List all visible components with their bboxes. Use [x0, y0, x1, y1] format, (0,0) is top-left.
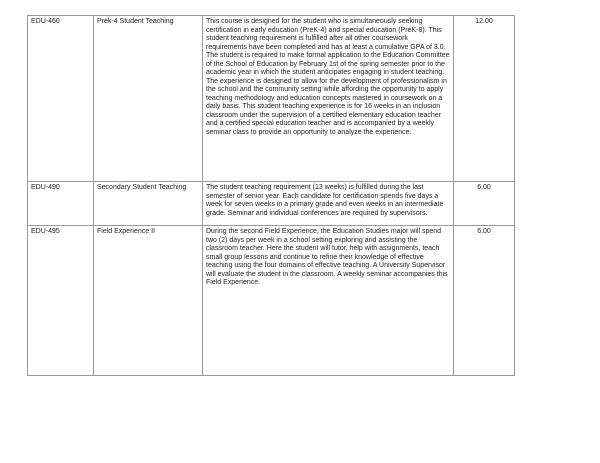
course-credits: 6.00 [454, 182, 515, 226]
course-description: This course is designed for the student who is simultaneously seeking certification in early education (PreK-4) and special education (PreK-8). This student teaching requirement is fulfilled after all other coursework requirements have been completed and has at least a cumulative GPA of 3.0. The student is required to make formal application to the Education Committee of the School of Education by February 1st of the spring semester prior to the academic year in which the student anticipates engaging in student teaching. The experience is designed to allow for the development of professionalism in the school and the community setting while affording the opportunity to apply teaching methodology and education concepts mastered in coursework on a daily basis. This student teaching experience is for 16 weeks in an inclusion classroom under the supervision of a certified elementary education teacher and a certified special education teacher and is accompanied by a weekly seminar class to provide an opportunity to analyze the experience. [203, 16, 454, 182]
course-description: The student teaching requirement (13 weeks) is fulfilled during the last semester of senior year. Each candidate for certification spends five days a week for seven weeks in a primary grade and even weeks in an intermediate grade. Seminar and individual conferences are required by supervisors. [203, 182, 454, 226]
table-row [28, 182, 515, 226]
course-table [27, 15, 515, 376]
course-code: EDU-495 [28, 226, 94, 376]
course-title: Field Experience II [94, 226, 203, 376]
course-title: Secondary Student Teaching [94, 182, 203, 226]
course-code: EDU-460 [28, 16, 94, 182]
table-row [28, 16, 515, 182]
course-credits: 6.00 [454, 226, 515, 376]
table-row [28, 226, 515, 376]
course-credits: 12.00 [454, 16, 515, 182]
course-description: During the second Field Experience, the Education Studies major will spend two (2) days per week in a school setting exploring and assisting the classroom teacher. Here the student will tutor, help with assignments, teach small group lessons and continue to refine their knowledge of effective teaching using the four domains of effective teaching. A University Supervisor will evaluate the student in the classroom. A weekly seminar accompanies this Field Experience. [203, 226, 454, 376]
course-title: Prek-4 Student Teaching [94, 16, 203, 182]
course-code: EDU-490 [28, 182, 94, 226]
